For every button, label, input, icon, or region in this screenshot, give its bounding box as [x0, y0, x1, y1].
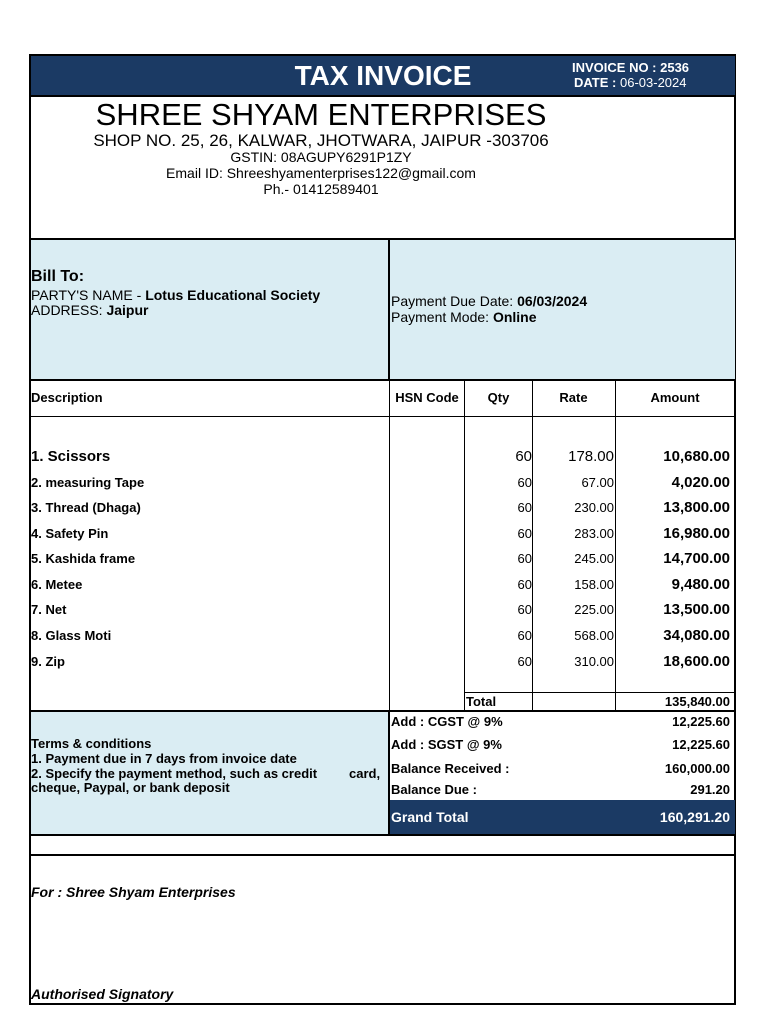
- authorised-signatory: Authorised Signatory: [31, 986, 174, 1002]
- invoice-number: INVOICE NO : 2536: [572, 60, 690, 75]
- invoice-header-bar: [31, 56, 735, 96]
- col-header-amount: Amount: [650, 390, 700, 405]
- col-header-hsn: HSN Code: [395, 390, 459, 405]
- divider: [388, 240, 390, 379]
- item-qty: 60: [517, 551, 532, 566]
- item-amount: 18,600.00: [663, 653, 730, 670]
- company-email: Email ID: Shreeshyamenterprises122@gmail.com: [166, 165, 476, 181]
- item-description: 8. Glass Moti: [31, 628, 112, 643]
- terms-line: card,: [349, 766, 381, 781]
- terms-line: 2. Specify the payment method, such as credit: [31, 766, 318, 781]
- bill-to-heading: Bill To:: [31, 268, 85, 285]
- terms-line: 1. Payment due in 7 days from invoice date: [31, 751, 297, 766]
- company-gstin: GSTIN: 08AGUPY6291P1ZY: [230, 149, 412, 165]
- item-qty: 60: [517, 475, 532, 490]
- item-rate: 158.00: [574, 577, 614, 592]
- terms-heading: Terms & conditions: [31, 736, 152, 751]
- item-amount: 14,700.00: [663, 550, 730, 567]
- total-label: Total: [466, 694, 497, 709]
- item-rate: 245.00: [574, 551, 614, 566]
- sgst-value: 12,225.60: [672, 737, 730, 752]
- item-amount: 16,980.00: [663, 525, 730, 542]
- item-qty: 60: [517, 628, 532, 643]
- divider: [31, 854, 735, 856]
- invoice-title: TAX INVOICE: [294, 60, 472, 91]
- item-description: 4. Safety Pin: [31, 526, 109, 541]
- item-rate: 67.00: [581, 475, 614, 490]
- invoice-meta: [572, 60, 689, 90]
- item-qty: 60: [517, 577, 532, 592]
- company-address: SHOP NO. 25, 26, KALWAR, JHOTWARA, JAIPUR -303706: [93, 131, 549, 150]
- col-header-description: Description: [31, 390, 103, 405]
- item-rate: 230.00: [574, 500, 614, 515]
- col-header-qty: Qty: [487, 390, 510, 405]
- item-amount: 34,080.00: [663, 627, 730, 644]
- company-name: SHREE SHYAM ENTERPRISES: [95, 97, 547, 132]
- balance-due-value: 291.20: [690, 782, 730, 797]
- item-qty: 60: [517, 526, 532, 541]
- balance-due-label: Balance Due :: [391, 782, 477, 797]
- grand-total-label: Grand Total: [391, 809, 469, 825]
- divider: [31, 834, 735, 836]
- for-company: For : Shree Shyam Enterprises: [31, 884, 236, 900]
- invoice-date: DATE : 06-03-2024: [574, 75, 687, 90]
- cgst-label: Add : CGST @ 9%: [391, 714, 503, 729]
- grand-total-value: 160,291.20: [659, 809, 730, 825]
- balance-received-value: 160,000.00: [664, 761, 730, 776]
- item-rate: 568.00: [574, 628, 614, 643]
- item-rate: 283.00: [574, 526, 614, 541]
- col-header-rate: Rate: [559, 390, 588, 405]
- total-value: 135,840.00: [664, 694, 730, 709]
- payment-due-date: Payment Due Date: 06/03/2024: [391, 293, 588, 309]
- item-amount: 13,800.00: [663, 499, 730, 516]
- sgst-label: Add : SGST @ 9%: [391, 737, 502, 752]
- item-rate: 178.00: [568, 448, 614, 465]
- item-qty: 60: [517, 602, 532, 617]
- item-amount: 10,680.00: [663, 448, 730, 465]
- party-name: PARTY'S NAME - Lotus Educational Society: [31, 287, 321, 303]
- item-amount: 9,480.00: [671, 576, 730, 593]
- item-description: 1. Scissors: [31, 448, 111, 465]
- cgst-value: 12,225.60: [672, 714, 730, 729]
- item-qty: 60: [515, 448, 532, 465]
- divider: [31, 416, 735, 417]
- item-amount: 13,500.00: [663, 601, 730, 618]
- item-qty: 60: [517, 654, 532, 669]
- company-phone: Ph.- 01412589401: [263, 181, 379, 197]
- terms-line: cheque, Paypal, or bank deposit: [31, 780, 230, 795]
- item-description: 9. Zip: [31, 654, 65, 669]
- item-description: 2. measuring Tape: [31, 475, 145, 490]
- item-qty: 60: [517, 500, 532, 515]
- payment-mode: Payment Mode: Online: [391, 309, 537, 325]
- item-rate: 310.00: [574, 654, 614, 669]
- item-description: 5. Kashida frame: [31, 551, 136, 566]
- column-line: [389, 381, 390, 711]
- item-description: 3. Thread (Dhaga): [31, 500, 141, 515]
- item-description: 7. Net: [31, 602, 67, 617]
- item-description: 6. Metee: [31, 577, 83, 592]
- party-address: ADDRESS: Jaipur: [31, 302, 149, 318]
- balance-received-label: Balance Received :: [391, 761, 510, 776]
- item-amount: 4,020.00: [671, 474, 730, 491]
- item-rate: 225.00: [574, 602, 614, 617]
- divider: [464, 692, 735, 693]
- divider: [31, 379, 735, 381]
